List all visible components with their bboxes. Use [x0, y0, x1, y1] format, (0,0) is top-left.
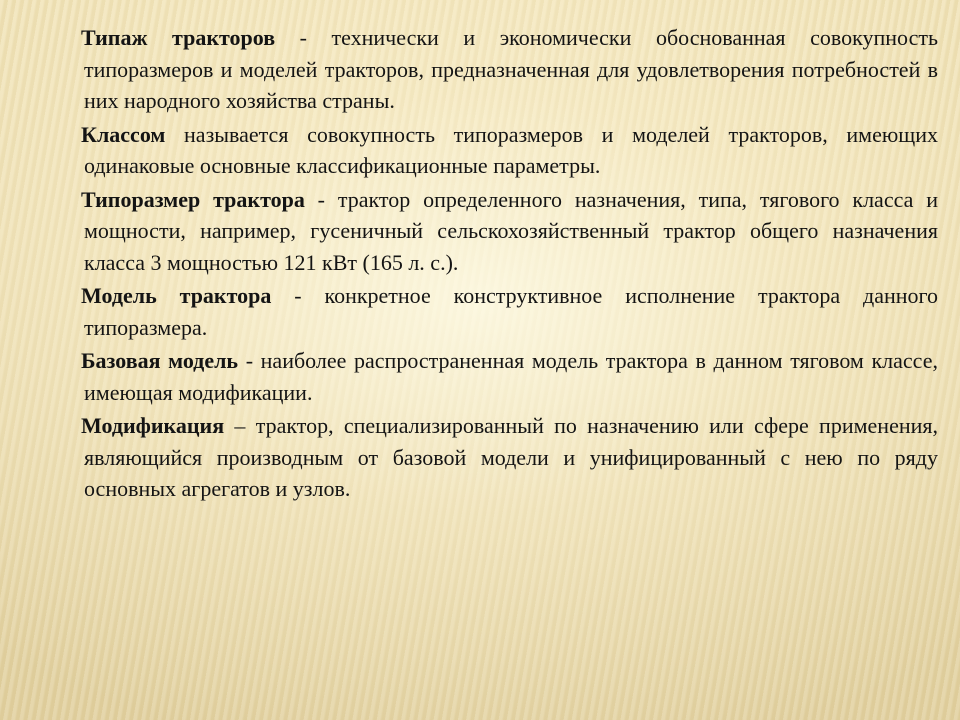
definition-tiporazmer [81, 184, 939, 279]
definition-text-modifikaciya: – трактор, специализированный по назначению или сфере применения, являющийся производным от базовой модели и унифицированный с нею по ряду основных агрегатов и узлов. [84, 413, 938, 501]
term-modifikaciya: Модификация [81, 413, 225, 438]
definition-bazovaya-model [81, 345, 938, 408]
definition-klass [81, 119, 938, 182]
term-bazovaya-model: Базовая модель [81, 348, 239, 373]
definition-text-model: - конкретное конструктивное исполнение трактора данного типоразмера. [84, 283, 938, 340]
definition-text-tiporazmer: - трактор определенного назначения, типа, тягового класса и мощности, например, гусеничный сельскохозяйственный трактор общего назначения класса 3 мощностью 121 кВт (165 л. с.). [84, 186, 939, 275]
definition-text-bazovaya-model: - наиболее распространенная модель трактора в данном тяговом классе, имеющая модификации. [84, 348, 938, 405]
definition-text-klass: называется совокупность типоразмеров и моделей тракторов, имеющих одинаковые основные классификационные параметры. [84, 121, 938, 178]
definition-modifikaciya [81, 410, 938, 505]
definition-text-tipazh: - технически и экономически обоснованная совокупность типоразмеров и моделей тракторов, предназначенная для удовлетворения потребностей в них народного хозяйства страны. [84, 25, 938, 113]
definition-tipazh [81, 22, 938, 117]
term-tiporazmer: Типоразмер трактора [81, 186, 305, 212]
definitions-text-block [81, 22, 939, 507]
term-model: Модель трактора [81, 283, 272, 308]
term-tipazh: Типаж тракторов [81, 25, 276, 50]
definition-model [81, 280, 938, 343]
term-klass: Классом [81, 121, 166, 147]
